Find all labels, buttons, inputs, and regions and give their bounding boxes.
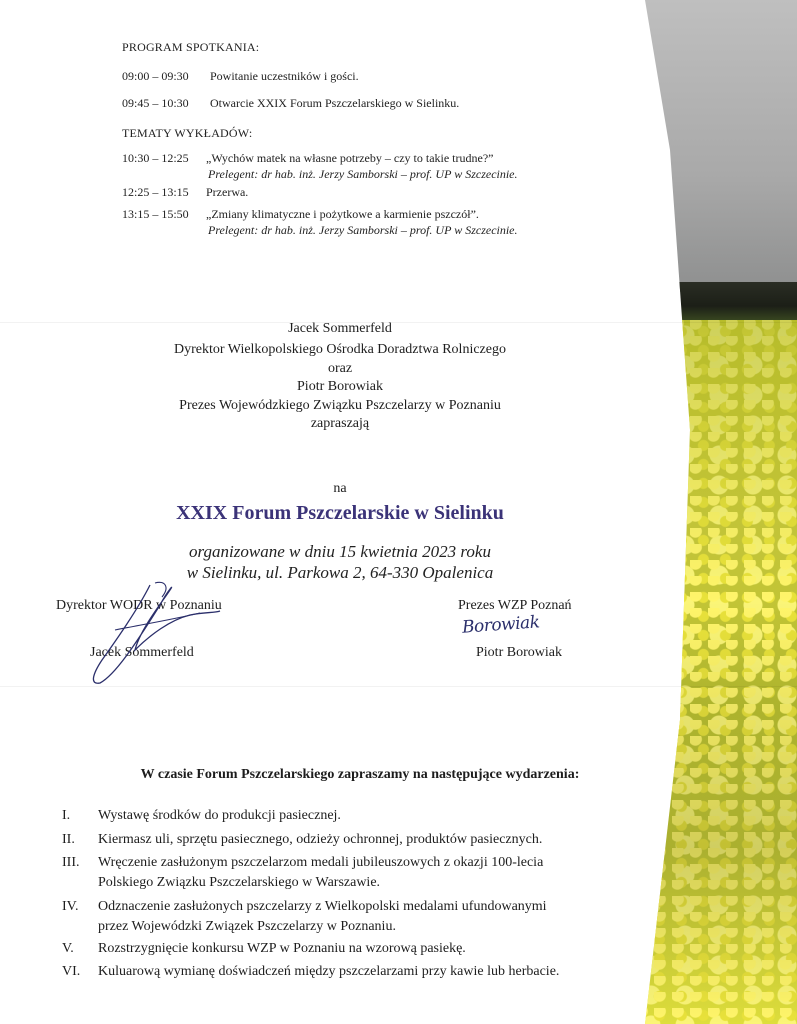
left-signatory-role: Dyrektor WODR w Poznaniu	[56, 598, 222, 613]
sky	[600, 0, 797, 292]
program-heading: PROGRAM SPOTKANIA:	[122, 40, 260, 54]
left-signatory-name: Jacek Sommerfeld	[90, 645, 194, 660]
topic-text: „Wychów matek na własne potrzeby – czy to takie trudne?”	[206, 151, 494, 165]
event-number: II.	[62, 832, 75, 847]
topic-time: 12:25 – 13:15	[122, 185, 189, 199]
topic-text: Przerwa.	[206, 185, 249, 199]
program-text: Otwarcie XXIX Forum Pszczelarskiego w Sielinku.	[210, 96, 460, 110]
program-text: Powitanie uczestników i gości.	[210, 69, 359, 83]
event-text: Odznaczenie zasłużonych pszczelarzy z Wielkopolski medalami ufundowanymi	[98, 899, 547, 914]
event-number: III.	[62, 855, 80, 870]
invite-na: na	[333, 481, 347, 496]
topic-speaker: Prelegent: dr hab. inż. Jerzy Samborski – prof. UP w Szczecinie.	[208, 223, 518, 237]
invite-verb: zapraszają	[310, 416, 370, 431]
rapeseed-field-photo	[600, 0, 797, 1024]
topic-time: 13:15 – 15:50	[122, 207, 189, 221]
topic-speaker: Prelegent: dr hab. inż. Jerzy Samborski – prof. UP w Szczecinie.	[208, 167, 518, 181]
host-name: Jacek Sommerfeld	[288, 321, 392, 336]
event-text-continued: Polskiego Związku Pszczelarskiego w Warszawie.	[98, 875, 381, 890]
event-number: V.	[62, 941, 74, 956]
event-text: Wystawę środków do produkcji pasiecznej.	[98, 808, 341, 823]
event-date: organizowane w dniu 15 kwietnia 2023 roku	[189, 542, 491, 561]
cohost-name: Piotr Borowiak	[297, 379, 383, 394]
event-number: IV.	[62, 899, 79, 914]
event-text: Kuluarową wymianę doświadczeń między pszczelarzami przy kawie lub herbacie.	[98, 964, 560, 979]
treeline	[600, 282, 797, 322]
event-text-continued: przez Wojewódzki Związek Pszczelarzy w Poznaniu.	[98, 919, 396, 934]
left-signature-scribble	[80, 575, 230, 690]
topic-text: „Zmiany klimatyczne i pożytkowe a karmienie pszczół”.	[206, 207, 479, 221]
event-number: I.	[62, 808, 71, 823]
right-signatory-name: Piotr Borowiak	[476, 645, 562, 660]
event-text: Kiermasz uli, sprzętu pasiecznego, odzieży ochronnej, produktów pasiecznych.	[98, 832, 543, 847]
right-handwritten-signature: Borowiak	[461, 612, 541, 638]
cohost-title: Prezes Wojewódzkiego Związku Pszczelarzy w Poznaniu	[179, 398, 501, 413]
event-text: Wręczenie zasłużonym pszczelarzom medali jubileuszowych z okazji 100-lecia	[98, 855, 544, 870]
event-text: Rozstrzygnięcie konkursu WZP w Poznaniu na wzorową pasiekę.	[98, 941, 466, 956]
event-title: XXIX Forum Pszczelarskie w Sielinku	[176, 502, 504, 524]
events-heading: W czasie Forum Pszczelarskiego zapraszamy na następujące wydarzenia:	[140, 767, 580, 782]
event-address: w Sielinku, ul. Parkowa 2, 64-330 Opalenica	[186, 563, 494, 582]
event-number: VI.	[62, 964, 81, 979]
program-time: 09:00 – 09:30	[122, 69, 189, 83]
program-time: 09:45 – 10:30	[122, 96, 189, 110]
conjunction: oraz	[327, 361, 353, 376]
topic-time: 10:30 – 12:25	[122, 151, 189, 165]
topics-heading: TEMATY WYKŁADÓW:	[122, 126, 253, 140]
host-title: Dyrektor Wielkopolskiego Ośrodka Doradztwa Rolniczego	[174, 342, 506, 357]
right-signatory-role: Prezes WZP Poznań	[458, 598, 572, 613]
